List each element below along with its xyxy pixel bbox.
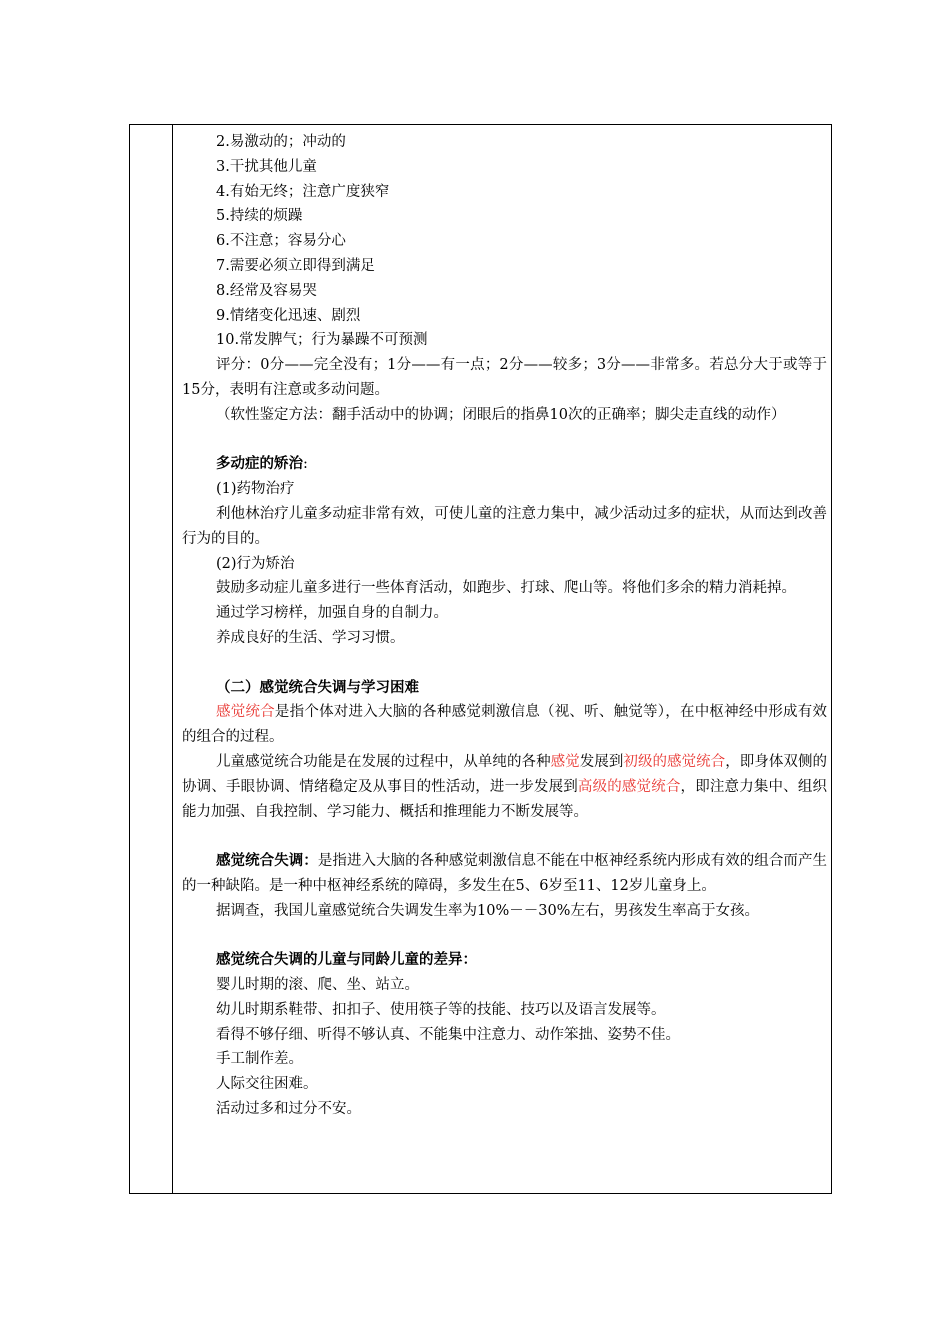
habit-text: 养成良好的生活、学习习惯。 xyxy=(216,629,405,646)
survey-paragraph: 据调查，我国儿童感觉统合失调发生率为10%－－30%左右，男孩发生率高于女孩。 xyxy=(216,902,759,919)
list-item: 4.有始无终；注意广度狭窄 xyxy=(216,183,390,200)
development-text-1: 儿童感觉统合功能是在发展的过程中，从单纯的各种 xyxy=(216,753,551,770)
table-content-cell xyxy=(182,130,827,1122)
difference-item: 幼儿时期系鞋带、扣扣子、使用筷子等的技能、技巧以及语言发展等。 xyxy=(216,1001,666,1018)
difference-item: 活动过多和过分不安。 xyxy=(216,1101,361,1118)
list-item: 2.易激动的；冲动的 xyxy=(216,134,346,150)
treatment-heading xyxy=(182,452,827,477)
differences-heading: 感觉统合失调的儿童与同龄儿童的差异： xyxy=(216,951,477,969)
development-paragraph xyxy=(182,750,827,824)
term-sensation: 感觉 xyxy=(550,753,580,770)
development-text-3: ，即身体双侧的协调、手眼协调、情绪稳定及从事目的性活动，进一步发展到 xyxy=(182,753,828,795)
list-item: 7.需要必须立即得到满足 xyxy=(216,257,375,274)
dysfunction-heading: 感觉统合失调： xyxy=(216,852,318,870)
difference-item: 手工制作差。 xyxy=(216,1051,303,1068)
definition-text: 是指个体对进入大脑的各种感觉刺激信息（视、听、触觉等），在中枢神经中形成有效的组合的过程。 xyxy=(182,704,828,746)
dysfunction-text: 是指进入大脑的各种感觉刺激信息不能在中枢神经系统内形成有效的组合而产生的一种缺陷。是一种中枢神经系统的障碍，多发生在5、6岁至11、12岁儿童身上。 xyxy=(182,853,827,894)
behavior-therapy-title: (2)行为矫治 xyxy=(216,555,295,572)
term-advanced-integration: 高级的感觉统合 xyxy=(577,778,681,795)
list-item: 10.常发脾气；行为暴躁不可预测 xyxy=(216,332,428,349)
behavior-therapy-text: 鼓励多动症儿童多进行一些体育活动，如跑步、打球、爬山等。将他们多余的精力消耗掉。 xyxy=(216,580,796,597)
soft-signs-paragraph: （软性鉴定方法：翻手活动中的协调；闭眼后的指鼻10次的正确率；脚尖走直线的动作） xyxy=(216,406,786,423)
difference-item: 人际交往困难。 xyxy=(216,1076,318,1093)
treatment-heading-colon: : xyxy=(303,456,308,473)
sensory-integration-definition xyxy=(182,700,827,750)
dysfunction-definition xyxy=(182,849,827,899)
list-item: 6.不注意；容易分心 xyxy=(216,233,346,250)
document-table xyxy=(129,124,832,1194)
drug-therapy-title: (1)药物治疗 xyxy=(216,481,295,498)
role-model-text: 通过学习榜样，加强自身的自制力。 xyxy=(216,605,448,622)
section-two-heading: （二）感觉统合失调与学习困难 xyxy=(216,678,419,696)
term-primary-integration: 初级的感觉统合 xyxy=(623,753,726,770)
difference-item: 婴儿时期的滚、爬、坐、站立。 xyxy=(216,977,419,994)
term-sensory-integration: 感觉统合 xyxy=(216,704,275,721)
development-text-2: 发展到 xyxy=(579,753,624,770)
list-item: 8.经常及容易哭 xyxy=(216,282,317,299)
drug-therapy-text: 利他林治疗儿童多动症非常有效，可使儿童的注意力集中，减少活动过多的症状，从而达到改善行为的目的。 xyxy=(182,505,827,547)
treatment-heading-text: 多动症的矫治 xyxy=(216,455,303,473)
scoring-paragraph: 评分：0分——完全没有；1分——有一点；2分——较多；3分——非常多。若总分大于或等于15分，表明有注意或多动问题。 xyxy=(182,357,827,398)
list-item: 3.干扰其他儿童 xyxy=(216,158,317,175)
difference-item: 看得不够仔细、听得不够认真、不能集中注意力、动作笨拙、姿势不佳。 xyxy=(216,1026,680,1043)
list-item: 9.情绪变化迅速、剧烈 xyxy=(216,307,361,324)
table-column-divider xyxy=(172,125,173,1193)
list-item: 5.持续的烦躁 xyxy=(216,208,303,225)
development-text-4: ，即注意力集中、组织能力加强、自我控制、学习能力、概括和推理能力不断发展等。 xyxy=(182,778,828,820)
